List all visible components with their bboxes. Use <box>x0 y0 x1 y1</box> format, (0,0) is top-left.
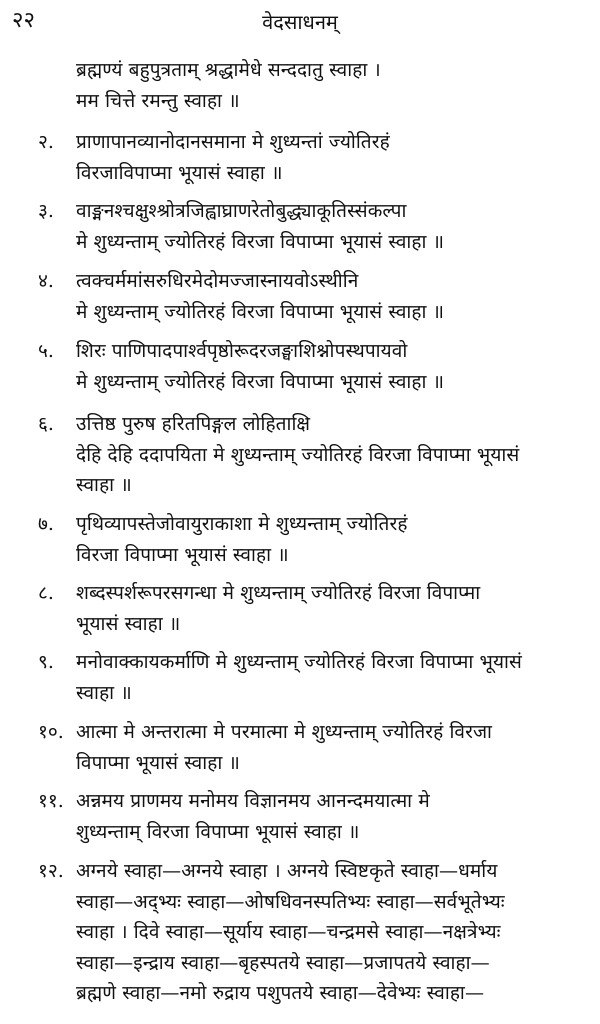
verse-line: मे शुध्यन्ताम् ज्योतिरहं विरजा विपाप्मा भूयासं स्वाहा ॥ <box>76 300 445 323</box>
verse-line: उत्तिष्ठ पुरुष हरितपिङ्गल लोहिताक्षि <box>76 413 311 435</box>
verse-number: २. <box>38 131 54 153</box>
verse-line: मे शुध्यन्ताम् ज्योतिरहं विरजा विपाप्मा भूयासं स्वाहा ॥ <box>76 370 445 393</box>
verse-line: मे शुध्यन्ताम् ज्योतिरहं विरजा विपाप्मा भूयासं स्वाहा ॥ <box>76 230 445 253</box>
verse-line: स्वाहा—अद्भ्यः स्वाहा—ओषधिवनस्पतिभ्यः स्वाहा—सर्वभूतेभ्यः <box>76 890 505 913</box>
verse-line: स्वाहा ॥ <box>76 474 132 496</box>
verse-line: मम चित्ते रमन्तु स्वाहा ॥ <box>76 89 240 112</box>
verse-line: वाङ्मनश्चक्षुश्श्रोत्रजिह्वाघ्राणरेतोबुद्ध्याकूतिस्संकल्पा <box>76 200 407 222</box>
verse-number: ८. <box>38 582 54 604</box>
verse-line: स्वाहा—इन्द्राय स्वाहा—बृहस्पतये स्वाहा—प्रजापतये स्वाहा— <box>76 951 490 974</box>
verse-line: शब्दस्पर्शरूपरसगन्धा मे शुध्यन्ताम् ज्योतिरहं विरजा विपाप्मा <box>76 582 481 604</box>
verse-line: मनोवाक्कायकर्माणि मे शुध्यन्ताम् ज्योतिरहं विरजा विपाप्मा भूयासं <box>76 651 522 673</box>
verse-number: १०. <box>38 721 64 743</box>
verse-number: ७. <box>38 513 54 535</box>
verse-line: ब्रह्मणे स्वाहा—नमो रुद्राय पशुपतये स्वाहा—देवेभ्यः स्वाहा— <box>76 982 485 1004</box>
verse-number: ४. <box>38 270 54 292</box>
verse-line: अन्नमय प्राणमय मनोमय विज्ञानमय आनन्दमयात्मा मे <box>76 790 430 812</box>
verse-line: विरजाविपाप्मा भूयासं स्वाहा ॥ <box>76 161 283 184</box>
verse-line: प्राणापानव्यानोदानसमाना मे शुध्यन्तां ज्योतिरहं <box>76 131 390 153</box>
verse-line: विरजा विपाप्मा भूयासं स्वाहा ॥ <box>76 543 289 566</box>
verse-line: त्वक्चर्ममांसरुधिरमेदोमज्जास्नायवोऽस्थीनि <box>76 270 359 292</box>
verse-line: आत्मा मे अन्तरात्मा मे परमात्मा मे शुध्यन्ताम् ज्योतिरहं विरजा <box>76 721 493 743</box>
verse-number: ६. <box>38 413 54 435</box>
running-title: वेदसाधनम् <box>262 10 338 34</box>
verse-number: १२. <box>38 860 64 882</box>
verse-line: अग्नये स्वाहा—अग्नये स्वाहा । अग्नये स्विष्टकृते स्वाहा—धर्माय <box>76 860 498 882</box>
verse-line: ब्रह्मण्यं बहुपुत्रताम् श्रद्धामेधे सन्ददातु स्वाहा । <box>76 59 381 81</box>
verse-line: विपाप्मा भूयासं स्वाहा ॥ <box>76 751 240 774</box>
verse-line: स्वाहा । दिवे स्वाहा—सूर्याय स्वाहा—चन्द्रमसे स्वाहा—नक्षत्रेभ्यः <box>76 921 501 943</box>
verse-number: ५. <box>38 340 54 362</box>
verse-number: ३. <box>38 200 54 222</box>
verse-line: शिरः पाणिपादपार्श्वपृष्ठोरूदरजङ्घाशिश्नोपस्थपायवो <box>76 340 408 362</box>
page-header <box>0 6 600 40</box>
verse-line: स्वाहा ॥ <box>76 681 132 704</box>
verse-line: भूयासं स्वाहा ॥ <box>76 612 181 635</box>
page-number: २२ <box>12 8 35 33</box>
verse-number: ११. <box>38 790 64 812</box>
verse-line: देहि देहि ददापयिता मे शुध्यन्ताम् ज्योतिरहं विरजा विपाप्मा भूयासं <box>76 443 520 466</box>
verse-line: शुध्यन्ताम् विरजा विपाप्मा भूयासं स्वाहा ॥ <box>76 820 360 843</box>
verse-line: पृथिव्यापस्तेजोवायुराकाशा मे शुध्यन्ताम् ज्योतिरहं <box>76 513 408 535</box>
verse-number: ९. <box>38 651 54 673</box>
